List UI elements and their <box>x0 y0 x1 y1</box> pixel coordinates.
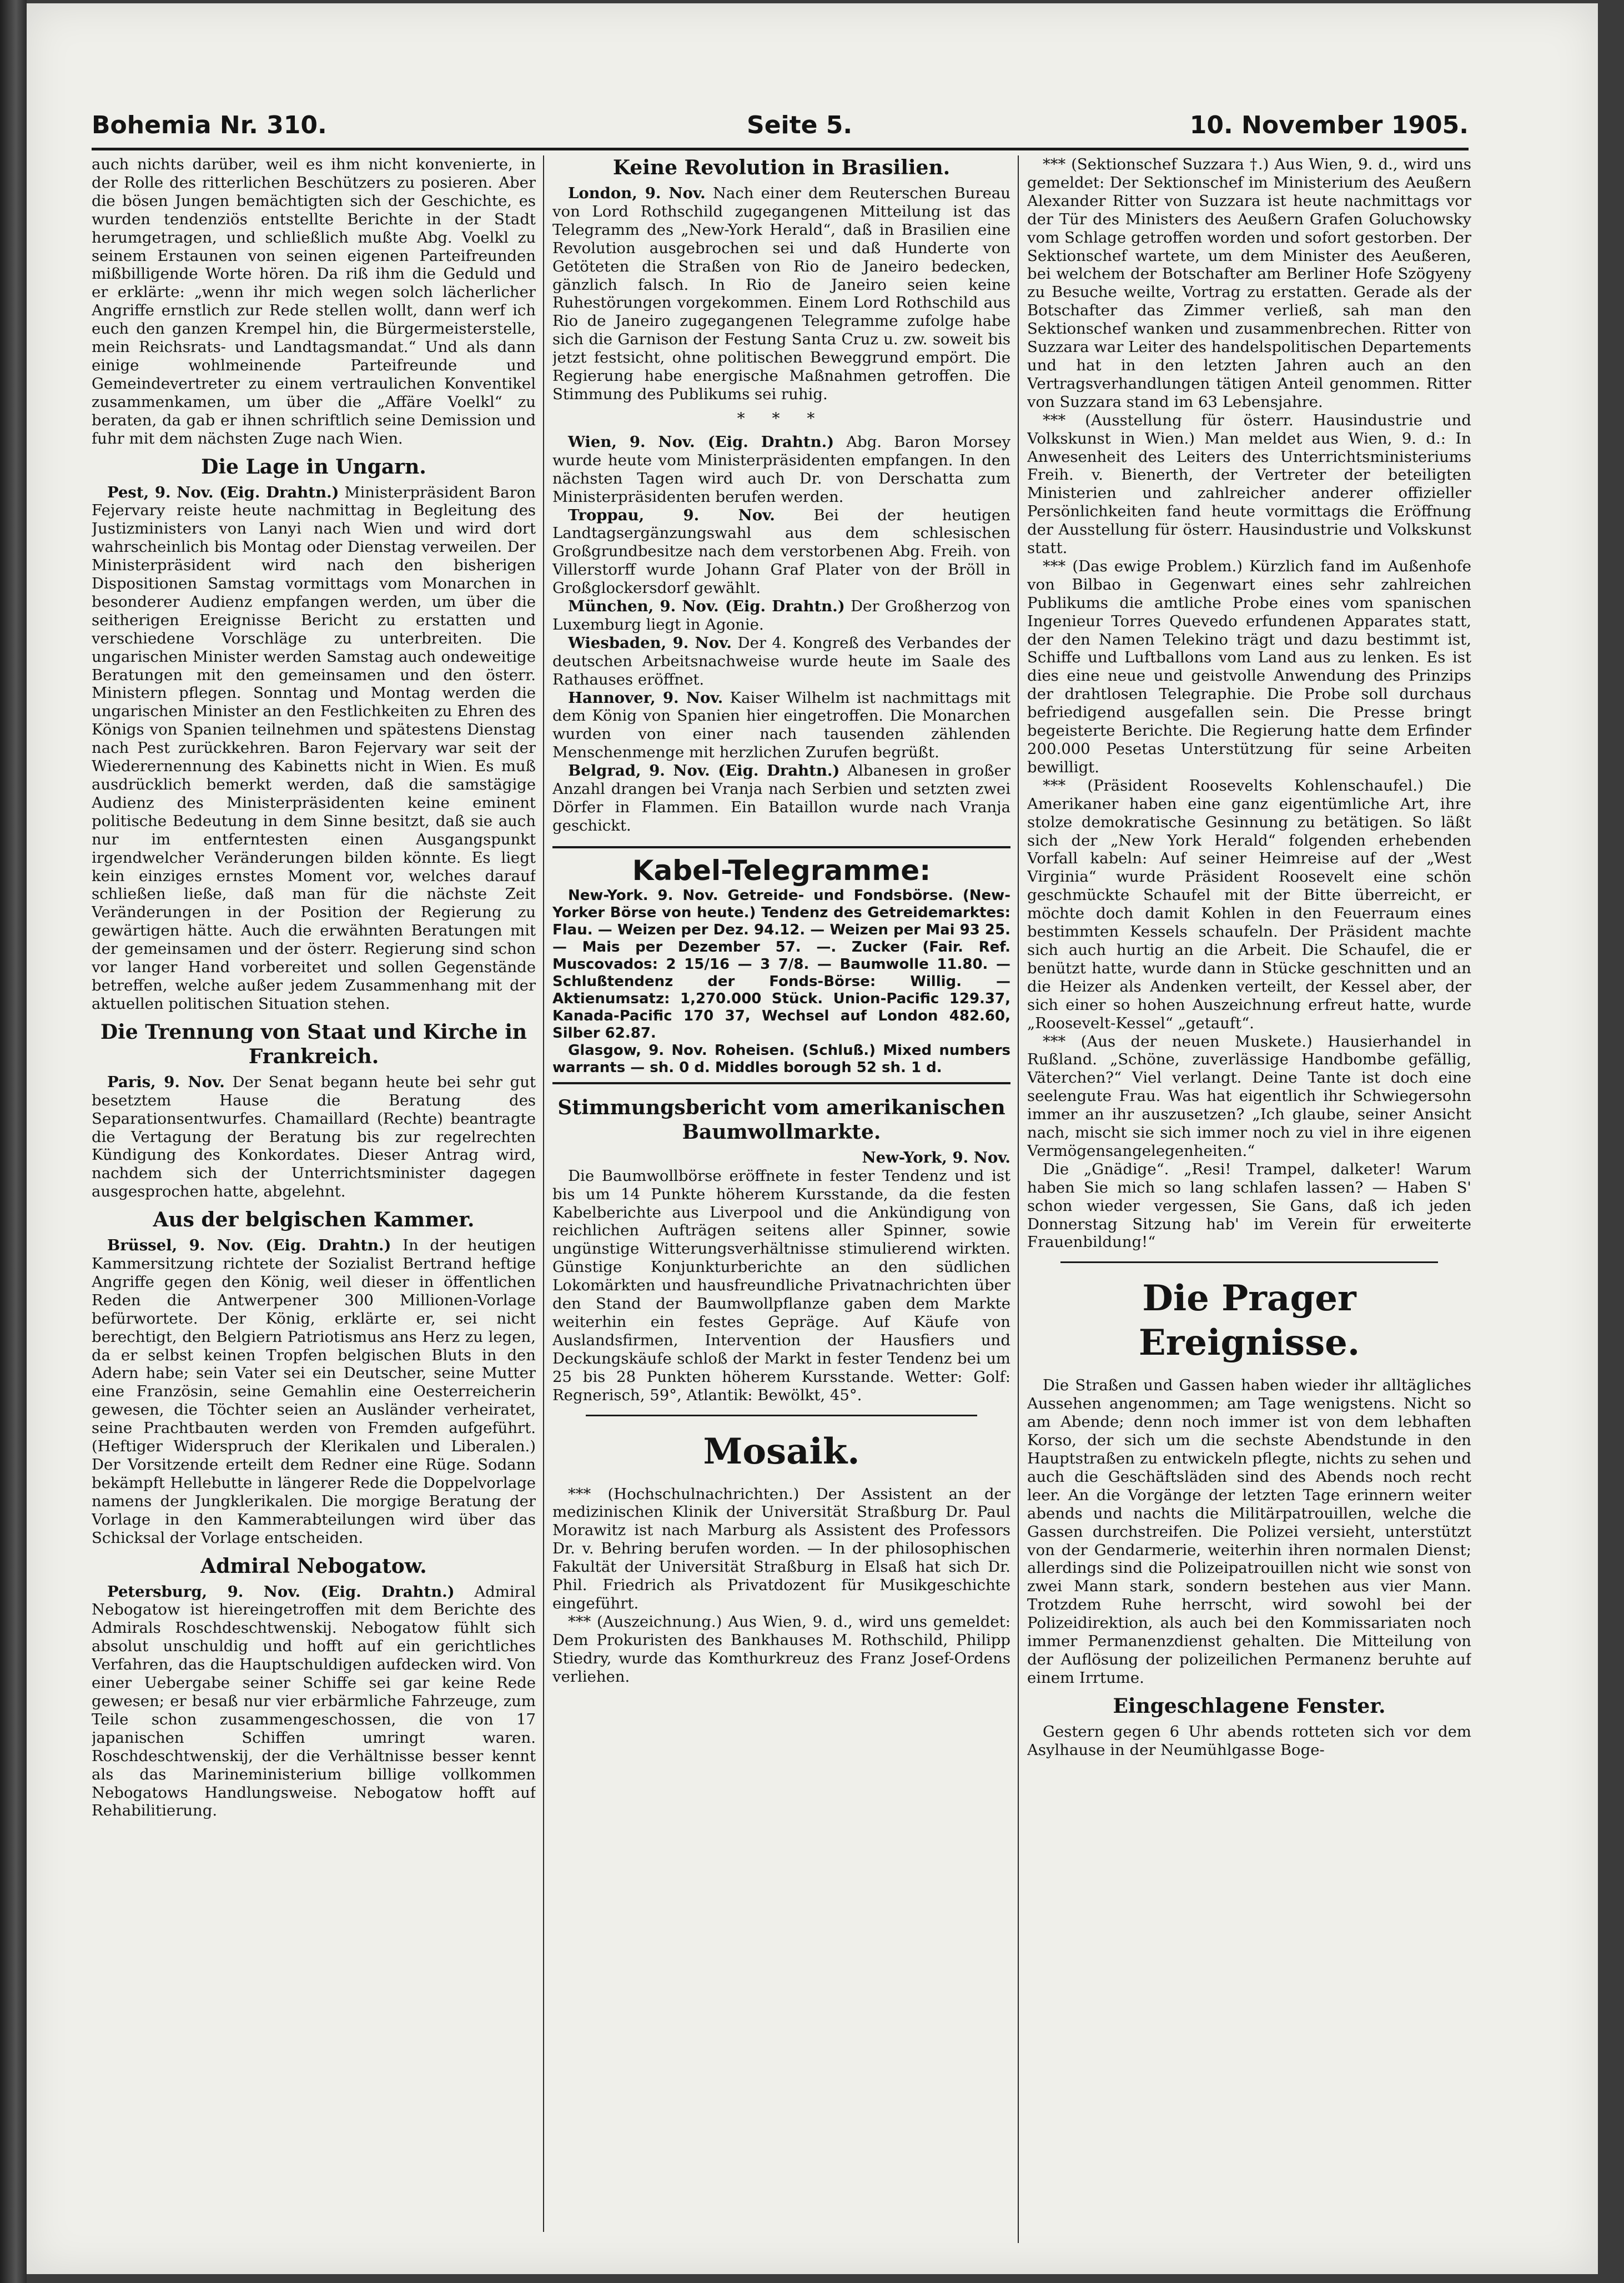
mosaik-auszeichnung <box>552 1613 1010 1686</box>
body-wiesbaden: Der 4. Kongreß des Verbandes der deutschen Arbeitsnachweise wurde heute im Saale des Rathauses eröffnet. <box>552 633 1010 688</box>
body-troppau: Bei der heutigen Landtagsergänzungswahl aus dem schlesischen Großgrundbesitze nach dem verstorbenen Abg. Freih. von Villerstorff wurde Johann Graf Plater von der Bröll in Großglockersdorf gewählt. <box>552 506 1010 597</box>
article-fenster: Gestern gegen 6 Uhr abends rotteten sich vor dem Asylhause in der Neumühlgasse Boge- <box>1027 1722 1471 1759</box>
section-rule-2 <box>1060 1261 1438 1263</box>
header-rule <box>92 148 1469 150</box>
mosaik-muskete <box>1027 1033 1471 1160</box>
article-brasilien <box>552 184 1010 404</box>
body-wien: Abg. Baron Morsey wurde heute vom Ministerpräsidenten empfangen. In den nächsten Tagen wird auch Dr. von Derschatta zum Ministerpräsidenten berufen werden. <box>552 433 1010 506</box>
news-troppau <box>552 506 1010 598</box>
mosaik-ausstellung <box>1027 411 1471 557</box>
article-prager: Die Straßen und Gassen haben wieder ihr alltägliches Aussehen angenommen; am Tage wenigstens. Nicht so am Abende; denn noch immer ist von dem lebhaften Korso, der sich um die sechste Abendstunde in den Hauptstraßen zu entwickeln pflegte, nichts zu sehen und auch die Geschäftsläden sind des Abends noch recht leer. An die Vorgänge der letzten Tage erinnern weiter abends und nachts die Militärpatrouillen, welche die Gassen durchstreifen. Die Polizei versieht, unterstützt von der Gendarmerie, weiterhin ihren normalen Dienst; allerdings sind die Polizeipatrouillen nicht wie sonst von zwei Mann stark, sondern bestehen aus vier Mann. Trotzdem Ruhe herrscht, wird sowohl bei der Polizeidirektion, als auch bei den Kommissariaten noch immer Permanenzdienst gehalten. Die Mitteilung von der Auflösung der polizeilichen Permanenz beruhte auf einem Irrtume. <box>1027 1376 1471 1687</box>
title-auszeichnung: *** (Auszeichnung.) <box>568 1612 722 1631</box>
article-frankreich <box>92 1073 536 1201</box>
heading-brasilien: Keine Revolution in Brasilien. <box>612 156 951 179</box>
dateline-belgrad: Belgrad, 9. Nov. (Eig. Drahtn.) <box>568 762 840 780</box>
dateline-london: London, 9. Nov. <box>568 184 706 202</box>
mosaik-problem <box>1027 557 1471 777</box>
column-1 <box>92 155 536 2226</box>
mosaik-suzzara <box>1027 155 1471 411</box>
column-divider-2 <box>1018 155 1019 2243</box>
kabel-telegramme-box <box>552 846 1010 1084</box>
body-suzzara: Aus Wien, 9. d., wird uns gemeldet: Der Sektionschef im Ministerium des Aeußern Alexander Ritter von Suzzara ist heute nachmittags vor der Tür des Ministers des Aeußern Grafen Goluchowsky vom Schlage getroffen worden und sofort gestorben. Der Sektionschef wartete, um dem Minister des Aeußeren, bei welchem der Botschafter am Berliner Hofe Szögyeny zu Besuche weilte, Vortrag zu erstatten. Gerade als der Botschafter das Zimmer verließ, sah man den Sektionschef wanken und zusammenbrechen. Ritter von Suzzara war Leiter des handelspolitischen Departements und hat in den letzten Jahren auch an den Vertragsverhandlungen tätigen Anteil genommen. Ritter von Suzzara stand im 63 Lebensjahre. <box>1027 155 1471 411</box>
body-belgrad: Albanesen in großer Anzahl drangen bei Vranja nach Serbien und setzten zwei Dörfer in Flammen. Ein Bataillon wurde nach Vranja geschickt. <box>552 762 1010 834</box>
title-suzzara: *** (Sektionschef Suzzara †.) <box>1043 155 1269 173</box>
dateline-muenchen: München, 9. Nov. (Eig. Drahtn.) <box>568 597 845 616</box>
dateline-newyork <box>552 1149 1010 1167</box>
header-date: 10. November 1905. <box>1189 111 1469 139</box>
page-header <box>92 111 1469 150</box>
dateline-paris: Paris, 9. Nov. <box>107 1073 225 1091</box>
header-page-number: Seite 5. <box>747 111 853 139</box>
title-problem: *** (Das ewige Problem.) <box>1043 557 1243 575</box>
kabel-newyork: New-York. 9. Nov. Getreide- und Fondsbörse. (New-Yorker Börse von heute.) Tendenz des Getreidemarktes: Flau. — Weizen per Dez. 94.12. — Weizen per Mai 93 25. — Mais per Dezember 57. —. Zucker (Fair. Ref. Muscovados: 2 15/16 — 3 7/8. — Baumwolle 11.80. — Schlußtendenz der Fonds-Börse: Willig. — Aktienumsatz: 1,270.000 Stück. Union-Pacific 129.37, Kanada-Pacific 170 37, Wechsel auf London 482.60, Silber 62.87. <box>552 887 1010 1042</box>
dateline-pest: Pest, 9. Nov. (Eig. Drahtn.) <box>107 483 339 501</box>
article-ungarn <box>92 484 536 1013</box>
dateline-petersburg: Petersburg, 9. Nov. (Eig. Drahtn.) <box>107 1582 455 1601</box>
news-wien <box>552 433 1010 506</box>
title-ausstellung: *** (Ausstellung für österr. Hausindustrie und Volkskunst in Wien.) <box>1027 411 1471 447</box>
heading-frankreich: Die Trennung von Staat und Kirche in Frankreich. <box>100 1020 527 1068</box>
section-rule <box>586 1415 977 1416</box>
news-muenchen <box>552 597 1010 634</box>
column-3 <box>1027 155 1471 2243</box>
header-masthead: Bohemia Nr. 310. <box>92 111 327 139</box>
body-belgien: In der heutigen Kammersitzung richtete der Sozialist Bertrand heftige Angriffe gegen den König, weil dieser in öffentlichen Reden die Antwerpener 300 Millionen-Vorlage befürwortete. Der König, erklärte er, sei nicht berechtigt, den Belgiern Patriotismus ans Herz zu legen, da er selbst keinen Tropfen belgischen Bluts in den Adern habe; sein Vater sei ein Deutscher, seine Mutter eine Französin, seine Gemahlin eine Oesterreicherin gewesen, die Töchter seien an Ausländer verheiratet, seine Prachtbauten werden von Fremden aufgeführt. (Heftiger Widerspruch der Klerikalen und Liberalen.) Der Vorsitzende erteilt dem Redner eine Rüge. Sodann bekämpft Hellebutte in längerer Rede die Doppelvorlage namens der Jungklerikalen. Die morgige Beratung der Vorlage in den Kammerabteilungen wird über das Schicksal der Vorlage entscheiden. <box>92 1236 536 1547</box>
article-baumwolle: Die Baumwollbörse eröffnete in fester Tendenz und ist bis um 14 Punkte höherem Kursstande, da die festen Kabelberichte aus Liverpool und die Ankündigung von reichlichen Aufträgen seitens aller Spinner, sowie ungünstige Witterungsverhältnisse stimulierend wirkten. Günstige Konjunkturberichte an den südlichen Lokomärkten und hausfreundliche Privatnachrichten über den Stand der Baumwollpflanze gaben dem Markte weiterhin ein festes Gepräge. Auf Käufe von Auslandsfirmen, Intervention der Hausfiers und Deckungskäufe schloß der Markt in fester Tendenz bei um 25 bis 28 Punkten höherem Kursstande. Wetter: Golf: Regnerisch, 59°, Atlantik: Bewölkt, 45°. <box>552 1166 1010 1404</box>
kabel-glasgow: Glasgow, 9. Nov. Roheisen. (Schluß.) Mixed numbers warrants — sh. 0 d. Middles borough 52 sh. 1 d. <box>552 1042 1010 1076</box>
title-roosevelt: *** (Präsident Roosevelts Kohlenschaufel.) <box>1043 776 1424 794</box>
mosaik-roosevelt <box>1027 777 1471 1033</box>
body-nebogatow: Admiral Nebogatow ist hiereingetroffen mit dem Berichte des Admirals Roschdeschtwenskij. Nebogatow fühlt sich absolut unschuldig und hofft auf ein gerichtliches Verfahren, das die Hauptschuldigen aufdecken wird. Von einer Uebergabe seiner Schiffe sei gar keine Rede gewesen; er besaß nur vier erbärmliche Fahrzeuge, zum Teile schon zusammengeschossen, die von 17 japanischen Schiffen umringt waren. Roschdeschtwenskij, der die Verhältnisse besser kennt als das Marineministerium billige vollkommen Nebogatows Handlungsweise. Nebogatow hofft auf Rehabilitierung. <box>92 1582 536 1820</box>
news-hannover <box>552 689 1010 762</box>
body-auszeichnung: Aus Wien, 9. d., wird uns gemeldet: Dem Prokuristen des Bankhauses M. Rothschild, Philipp Stiedry, wurde das Komthurkreuz des Franz Josef-Ordens verliehen. <box>552 1612 1010 1686</box>
mosaik-gnaedige: Die „Gnädige“. „Resi! Trampel, dalketer! Warum haben Sie mich so lang schlafen lassen? — Haben S' schon wieder vergessen, Sie Gans, daß ich jeden Donnerstag Sitzung hab' im Verein für erweiterte Frauenbildung!“ <box>1027 1160 1471 1251</box>
body-brasilien: Nach einer dem Reuterschen Bureau von Lord Rothschild zugegangenen Mitteilung ist das Telegramm des „New-York Herald“, daß in Brasilien eine Revolution ausgebrochen sei und daß Hunderte von Getöteten die Straßen von Rio de Janeiro bedecken, gänzlich falsch. In Rio de Janeiro seien keine Ruhestörungen vorgekommen. Einem Lord Rothschild aus Rio de Janeiro zugegangenen Telegramme zufolge habe sich die Garnison der Festung Santa Cruz u. zw. soweit bis jetzt festsicht, ohne politischen Beweggrund empört. Die Regierung habe energische Maßnahmen getroffen. Die Stimmung des Publikums sei ruhig. <box>552 184 1010 403</box>
body-hochschul: Der Assistent an der medizinischen Klinik der Universität Straßburg Dr. Paul Morawitz ist nach Marburg als Assistent des Professors Dr. v. Behring berufen worden. — In der philosophischen Fakultät der Universität Straßburg in Elsaß hat sich Dr. Phil. Friedrich als Privatdozent für Musikgeschichte eingeführt. <box>552 1485 1010 1612</box>
body-roosevelt: Die Amerikaner haben eine ganz eigentümliche Art, ihre stolze demokratische Gesinnung zu betätigen. So läßt sich der „New York Herald“ folgenden erhebenden Vorfall kabeln: Auf seiner Heimreise auf der „West Virginia“ wurde Präsident Roosevelt eine schön geschmückte Schaufel mit der Bitte überreicht, er möchte doch damit Kohlen in den Feuerraum eines bestimmten Kessels schaufeln. Der Präsident machte sich auch hurtig an die Arbeit. Die Schaufel, die er benützt hatte, wurde dann in Stücke geschnitten und an die Heizer als Andenken verteilt, der Kessel aber, der sich einer so hohen Auszeichnung erfreut hatte, wurde „Roosevelt-Kessel“ „getauft“. <box>1027 776 1471 1032</box>
heading-nebogatow: Admiral Nebogatow. <box>200 1554 427 1578</box>
dateline-wien: Wien, 9. Nov. (Eig. Drahtn.) <box>568 433 834 451</box>
heading-prager: Die Prager Ereignisse. <box>1138 1278 1360 1364</box>
column-2 <box>552 155 1010 2182</box>
dateline-wiesbaden: Wiesbaden, 9. Nov. <box>568 633 732 652</box>
body-muskete: Hausierhandel in Rußland. „Schöne, zuverlässige Handbombe gefällig, Väterchen?“ Viel verlangt. Deine Tante ist doch eine seelengute Frau. Was hat eigentlich ihr Schwiegersohn immer an ihr auszusetzen? „Ich glaube, seiner Ansicht nach, mischt sie sich immer noch zu viel in ihre eigenen Vermögensangelegenheiten.“ <box>1027 1032 1471 1160</box>
heading-fenster: Eingeschlagene Fenster. <box>1113 1694 1386 1718</box>
heading-belgien: Aus der belgischen Kammer. <box>153 1208 475 1232</box>
heading-baumwolle: Stimmungsbericht vom amerikanischen Baumwollmarkte. <box>557 1095 1005 1144</box>
star-separator: * * * <box>737 409 826 428</box>
body-ausstellung: Man meldet aus Wien, 9. d.: In Anwesenheit des Leiters des Unterrichtsministeriums Freih. v. Bienerth, der Vertreter der beteiligten Ministerien und zahlreicher anderer offizieller Persönlichkeiten fand heute vormittags die Eröffnung der Ausstellung für österr. Hausindustrie und Volkskunst statt. <box>1027 429 1471 557</box>
body-muenchen: Der Großherzog von Luxemburg liegt in Agonie. <box>552 597 1010 633</box>
heading-mosaik: Mosaik. <box>703 1430 860 1472</box>
column-divider-1 <box>543 155 544 2232</box>
dateline-newyork-text: New-York, 9. Nov. <box>862 1148 1010 1166</box>
heading-kabel: Kabel-Telegramme: <box>632 854 931 887</box>
title-muskete: *** (Aus der neuen Muskete.) <box>1043 1032 1313 1050</box>
article-nebogatow <box>92 1583 536 1821</box>
dateline-bruessel: Brüssel, 9. Nov. (Eig. Drahtn.) <box>107 1236 391 1255</box>
news-belgrad <box>552 762 1010 835</box>
mosaik-hochschul <box>552 1485 1010 1613</box>
voelkl-continued: auch nichts darüber, weil es ihm nicht konvenierte, in der Rolle des ritterlichen Beschützers zu posieren. Aber die bösen Jungen bemächtigten sich der Geschichte, es wurden tendenziös entstellte Berichte in der Stadt herumgetragen, und schließlich mußte Abg. Voelkl zu seinem Erstaunen von seinen eigenen Parteifreunden mißbilligende Worte hören. Da riß ihm die Geduld und er erklärte: „wenn ihr mich wegen solch lächerlicher Angriffe ernstlich zur Rede stellen wollt, dann werf ich euch den ganzen Krempel hin, die Bürgermeisterstelle, mein Reichsrats- und Landtagsmandat.“ Und als dann einige wohlmeinende Parteifreunde und Gemeindevertreter zu einem vertraulichen Konventikel zusammenkamen, um über die „Affäre Voelkl“ zu beraten, da gab er ihnen schriftlich seine Demission und fuhr mit dem nächsten Zuge nach Wien. <box>92 155 536 447</box>
body-problem: Kürzlich fand im Außenhofe von Bilbao in Gegenwart eines sehr zahlreichen Publikums die amtliche Probe eines vom spanischen Ingenieur Torres Quevedo erfundenen Apparates statt, der den Namen Telekino trägt und dazu bestimmt ist, Schiffe und Luftballons vom Land aus zu lenken. Es ist dies eine neue und geistvolle Anwendung des Prinzips der drahtlosen Telegraphie. Die Probe soll durchaus befriedigend ausgefallen sein. Die Presse bringt begeisterte Berichte. Die Regierung hatte dem Erfinder 200.000 Pesetas Unterstützung für seine Arbeiten bewilligt. <box>1027 557 1471 776</box>
body-hannover: Kaiser Wilhelm ist nachmittags mit dem König von Spanien hier eingetroffen. Die Monarchen wurden von einer nach tausenden zählenden Menschenmenge mit herzlichen Zurufen begrüßt. <box>552 688 1010 762</box>
article-belgien <box>92 1236 536 1547</box>
dateline-troppau: Troppau, 9. Nov. <box>568 506 775 524</box>
title-hochschul: *** (Hochschulnachrichten.) <box>568 1485 800 1503</box>
book-binding-edge <box>0 0 27 2283</box>
body-frankreich: Der Senat begann heute bei sehr gut besetztem Hause die Beratung des Separationsentwurfes. Chamaillard (Rechte) beantragte die Vertagung der Beratung bis zur regelrechten Kündigung des Konkordates. Dieser Antrag wird, nachdem sich der Unterrichtsminister dagegen ausgesprochen hatte, abgelehnt. <box>92 1073 536 1201</box>
news-wiesbaden <box>552 634 1010 689</box>
dateline-hannover: Hannover, 9. Nov. <box>568 688 723 707</box>
heading-ungarn: Die Lage in Ungarn. <box>201 455 426 479</box>
body-ungarn: Ministerpräsident Baron Fejervary reiste heute nachmittag in Begleitung des Justizministers von Lanyi nach Wien und wird dort wahrscheinlich bis Montag oder Dienstag verweilen. Der Ministerpräsident wird nach den bisherigen Dispositionen Samstag vormittags vom Monarchen in besonderer Audienz empfangen werden, um über die seitherigen Ereignisse Bericht zu erstatten und verschiedene Vorschläge zu unterbreiten. Die ungarischen Minister werden Samstag auch ondeweitige Beratungen mit den gemeinsamen und den österr. Ministern pflegen. Sonntag und Montag werden die ungarischen Minister an den Festlichkeiten zu Ehren des Königs von Spanien teilnehmen und spätestens Dienstag nach Pest zurückkehren. Baron Fejervary war seit der Wiederernennung des Kabinetts nicht in Wien. Es muß ausdrücklich bemerkt werden, daß die samstägige Audienz des Ministerpräsidenten keine eminent politische Bedeutung in dem Sinne besitzt, daß sie auch nur im entferntesten einen Ausgangspunkt irgendwelcher Veränderungen bilden könnte. Es liegt kein einziges ernstes Moment vor, welches darauf schließen ließe, daß man für die nächste Zeit Veränderungen in der Position der Regierung zu gewärtigen hätte. Auch die erwähnten Beratungen mit der gemeinsamen und der österr. Regierung sind schon vor langer Hand vorbereitet und sollen Gegenstände betreffen, welche außer jedem Zusammenhang mit der aktuellen politischen Situation stehen. <box>92 483 536 1013</box>
